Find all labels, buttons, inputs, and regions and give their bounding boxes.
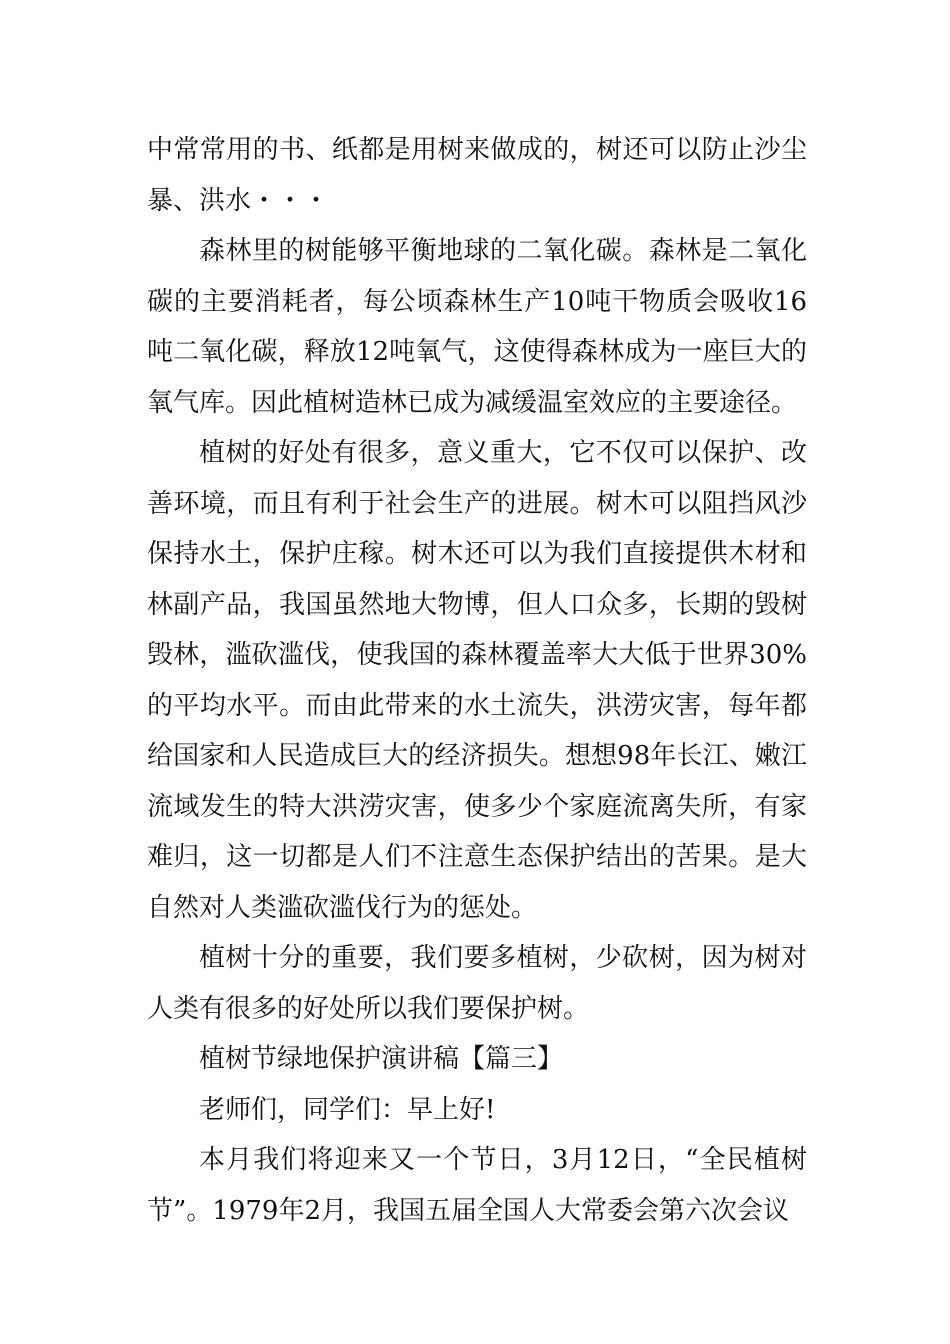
document-body — [147, 125, 807, 1236]
section-heading: 植树节绿地保护演讲稿【篇三】 — [199, 1044, 564, 1074]
greeting: 老师们，同学们：早上好! — [199, 1094, 496, 1125]
paragraph-continuation: 中常常用的书、纸都是用树来做成的，树还可以防止沙尘暴、洪水・・・ — [147, 135, 807, 216]
paragraph-protect-trees: 植树十分的重要，我们要多植树，少砍树，因为树对人类有很多的好处所以我们要保护树。 — [147, 943, 807, 1024]
paragraph-tree-benefits: 植树的好处有很多，意义重大，它不仅可以保护、改善环境，而且有利于社会生产的进展。树木可以阻挡风沙保持水土，保护庄稼。树木还可以为我们直接提供木材和林副产品，我国虽然地大物博，但人口众多，长期的毁树毁林，滥砍滥伐，使我国的森林覆盖率大大低于世界30%的平均水平。而由此带来的水土流失，洪涝灾害，每年都给国家和人民造成巨大的经济损失。想想98年长江、嫩江流域发生的特大洪涝灾害，使多少个家庭流离失所，有家难归，这一切都是人们不注意生态保护结出的苦果。是大自然对人类滥砍滥伐行为的惩处。 — [147, 438, 807, 923]
paragraph-forest-co2: 森林里的树能够平衡地球的二氧化碳。森林是二氧化碳的主要消耗者，每公顷森林生产10吨干物质会吸收16吨二氧化碳，释放12吨氧气，这使得森林成为一座巨大的氧气库。因此植树造林已成为减缓温室效应的主要途径。 — [147, 236, 807, 418]
paragraph-arbor-day: 本月我们将迎来又一个节日，3月12日，“全民植树节”。1979年2月，我国五届全国人大常委会第六次会议 — [147, 1145, 807, 1226]
